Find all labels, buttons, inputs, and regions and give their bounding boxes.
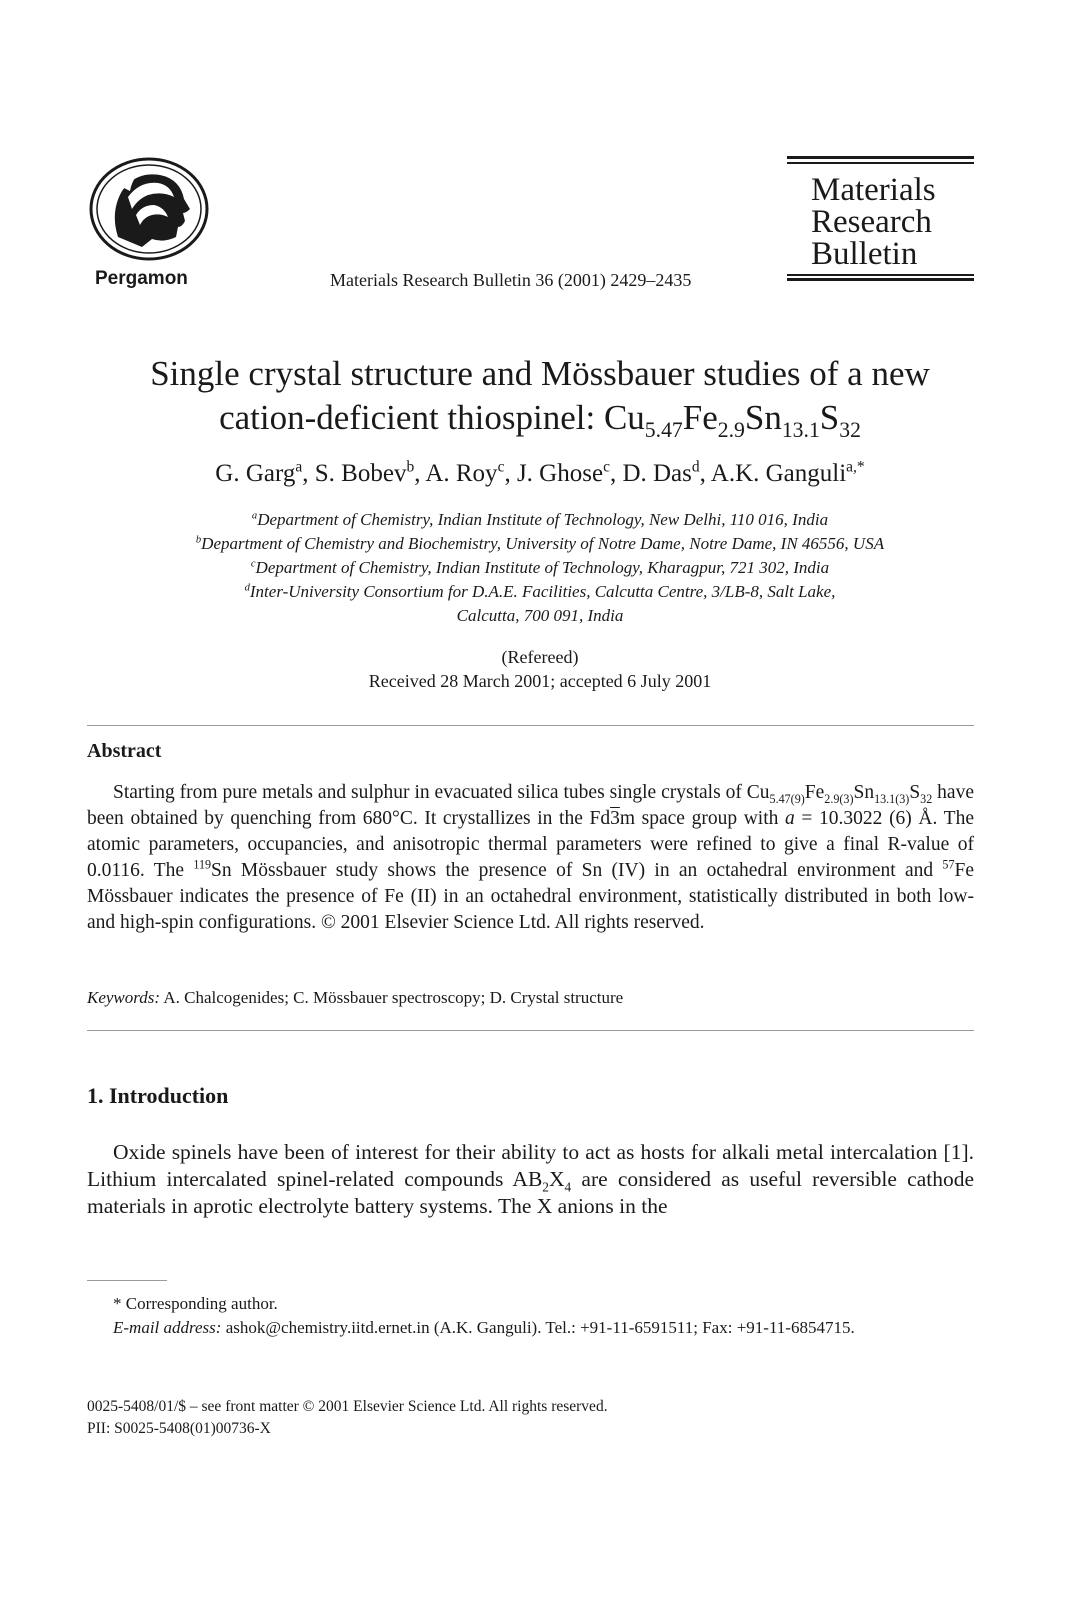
corresponding-author-note: * Corresponding author. <box>113 1294 278 1313</box>
journal-brand-title <box>811 174 936 270</box>
formula-subscript: 2.9 <box>717 418 745 442</box>
formula-element: X <box>548 1167 565 1191</box>
keywords-label: Keywords: <box>87 988 161 1007</box>
isotope-mass-number: 119 <box>193 857 212 872</box>
lattice-parameter-symbol: a <box>785 808 795 829</box>
divider <box>87 725 974 726</box>
journal-brand-word: Bulletin <box>811 236 918 272</box>
body-text: are considered as useful reversible cathode materials in aprotic electrolyte battery systems. The X anions in the <box>87 1167 974 1218</box>
formula-subscript: 32 <box>920 791 933 806</box>
formula-subscript: 13.1(3) <box>874 791 910 806</box>
abstract-text: Fe Mössbauer indicates the presence of Fe (II) in an octahedral environment, statistically distributed in both low- and high-spin configurations. © 2001 Elsevier Science Ltd. All rights reserved. <box>87 860 974 933</box>
affiliation-mark: a <box>251 510 258 522</box>
title-text: cation-deficient thiospinel: Cu <box>219 398 645 437</box>
abstract-body <box>87 780 974 936</box>
affiliation-text: Department of Chemistry and Biochemistry, University of Notre Dame, Notre Dame, IN 46556, USA <box>201 534 885 553</box>
author-affiliation-mark: a,* <box>846 458 865 476</box>
body-text: Oxide spinels have been of interest for their ability to act as hosts for alkali metal intercalation [1]. Lithium intercalated spinel-related compounds AB <box>87 1140 974 1191</box>
pii-line: PII: S0025-5408(01)00736-X <box>87 1420 271 1437</box>
journal-citation: Materials Research Bulletin 36 (2001) 2429–2435 <box>330 270 692 290</box>
affiliation <box>80 580 1000 604</box>
contact-note <box>87 1316 974 1340</box>
formula-subscript: 2 <box>542 1179 549 1195</box>
formula-subscript: 5.47 <box>644 418 683 442</box>
formula-element: S <box>909 782 921 803</box>
contact-text: ashok@chemistry.iitd.ernet.in (A.K. Ganguli). Tel.: +91-11-6591511; Fax: +91-11-6854715. <box>221 1318 855 1337</box>
abstract-text: Starting from pure metals and sulphur in evacuated silica tubes single crystals of Cu <box>113 782 770 803</box>
abstract-text: have been obtained by quenching from 680°C. It crystallizes in the Fd <box>87 782 974 829</box>
affiliation-text: Inter-University Consortium for D.A.E. Facilities, Calcutta Centre, 3/LB-8, Salt Lake, <box>249 582 836 601</box>
formula-subscript: 32 <box>839 418 861 442</box>
formula-subscript: 4 <box>564 1179 572 1195</box>
formula-subscript: 5.47(9) <box>769 791 805 806</box>
affiliation <box>80 604 1000 628</box>
formula-subscript: 13.1 <box>781 418 820 442</box>
affiliation-list <box>80 508 1000 628</box>
author-list: G. Garg$^a$, S. Bobev$^b$, A. Roy$^c$, J. Ghose$^c$, D. Das$^d$, A.K. Ganguli$^{a,*}$ <box>215 458 865 487</box>
affiliation-text: Department of Chemistry, Indian Institute of Technology, New Delhi, 110 016, India <box>257 510 829 529</box>
received-dates: Received 28 March 2001; accepted 6 July 2001 <box>368 671 712 691</box>
review-status <box>80 645 1000 693</box>
author-name: A.K. Ganguli <box>710 460 847 487</box>
journal-brand-word: Research <box>811 204 932 240</box>
article-title-line: Single crystal structure and Mössbauer studies of a new <box>150 354 930 393</box>
affiliation-mark: d <box>244 582 250 594</box>
affiliation-mark: c <box>250 558 256 570</box>
publisher-name: Pergamon <box>95 268 188 289</box>
abstract-text: m space group with <box>619 808 786 829</box>
formula-element: Sn <box>853 782 875 803</box>
abstract-heading: Abstract <box>87 740 162 762</box>
author-affiliation-mark: c <box>497 458 505 476</box>
author-name: G. Garg <box>215 460 296 487</box>
footnote-rule <box>87 1280 167 1281</box>
formula-element: Fe <box>804 782 825 803</box>
formula-subscript: 2.9(3) <box>824 791 854 806</box>
space-group-bar-three: 3 <box>610 808 620 829</box>
formula-element: Sn <box>744 398 782 437</box>
article-title-line <box>80 396 1000 440</box>
author-affiliation-mark: a <box>295 458 303 476</box>
author-affiliation-mark: d <box>691 458 700 476</box>
pergamon-helmeted-head-icon <box>88 157 210 262</box>
author-affiliation-mark: c <box>603 458 610 476</box>
abstract-text: = 10.3022 (6) Å. The atomic parameters, occupancies, and anisotropic thermal parameters were refined to give a final R-value of 0.0116. The <box>87 808 974 881</box>
copyright-line: 0025-5408/01/$ – see front matter © 2001 Elsevier Science Ltd. All rights reserved. <box>87 1398 608 1415</box>
refereed-label: (Refereed) <box>501 647 579 667</box>
formula-element: Fe <box>682 398 718 437</box>
divider <box>87 1030 974 1031</box>
affiliation <box>80 532 1000 556</box>
affiliation-text: Calcutta, 700 091, India <box>456 606 624 625</box>
front-matter <box>87 1396 608 1440</box>
author-name: S. Bobev <box>314 460 407 487</box>
author-name: A. Roy <box>425 460 498 487</box>
author-name: J. Ghose <box>516 460 604 487</box>
journal-brand-word: Materials <box>811 172 936 208</box>
isotope-mass-number: 57 <box>942 857 955 872</box>
article-title <box>80 352 1000 440</box>
author-name: D. Das <box>622 460 692 487</box>
keywords <box>87 988 623 1008</box>
affiliation <box>80 508 1000 532</box>
author-affiliation-mark: b <box>406 458 415 476</box>
footnotes <box>87 1292 974 1340</box>
section-heading-introduction: 1. Introduction <box>87 1083 229 1108</box>
affiliation <box>80 556 1000 580</box>
affiliation-text: Department of Chemistry, Indian Institute of Technology, Kharagpur, 721 302, India <box>255 558 830 577</box>
introduction-body <box>87 1139 974 1220</box>
email-label: E-mail address: <box>113 1318 222 1337</box>
formula-element: S <box>819 398 840 437</box>
keywords-text: A. Chalcogenides; C. Mössbauer spectroscopy; D. Crystal structure <box>160 988 624 1007</box>
journal-brand-box <box>787 156 974 296</box>
abstract-text: Sn Mössbauer study shows the presence of Sn (IV) in an octahedral environment and <box>211 860 943 881</box>
affiliation-mark: b <box>195 534 202 546</box>
